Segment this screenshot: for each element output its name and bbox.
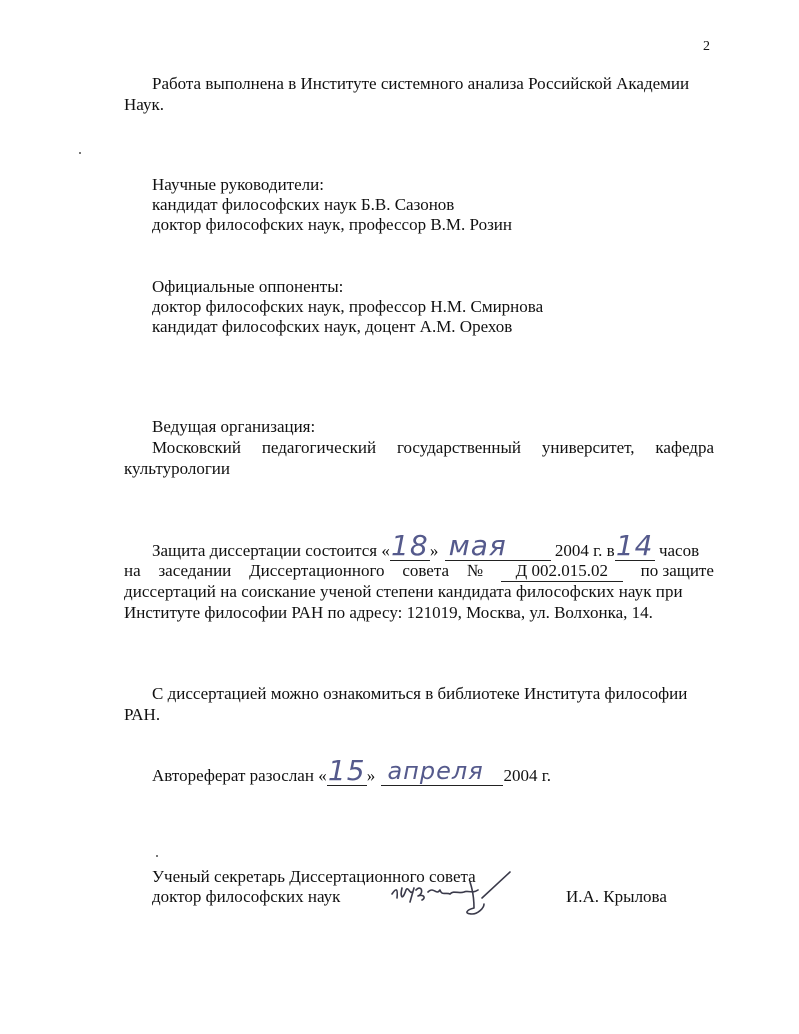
opponent-2: кандидат философских наук, доцент А.М. Орехов (152, 317, 513, 336)
secretary-title: Ученый секретарь Диссертационного совета (152, 867, 476, 886)
defense-line-3: диссертаций на соискание ученой степени кандидата философских наук при (124, 582, 683, 601)
supervisor-1: кандидат философских наук Б.В. Сазонов (152, 195, 455, 214)
lead-org-line-2: культурологии (124, 459, 230, 478)
sent-day-field (327, 754, 367, 787)
lead-org-line-1: Московский педагогический государственный университет, кафедра (152, 438, 714, 457)
secretary-degree: доктор философских наук (152, 887, 341, 906)
handwritten-sent-month: апреля (387, 757, 484, 785)
sent-month-field (381, 757, 503, 786)
council-number: Д 002.015.02 (515, 561, 609, 580)
intro-line-2: Наук. (124, 95, 164, 114)
lead-org-heading: Ведущая организация: (152, 417, 316, 436)
library-line-1: С диссертацией можно ознакомиться в библиотеке Института философии (152, 684, 688, 703)
handwritten-hour: 14 (615, 529, 654, 562)
scan-speck (156, 855, 158, 857)
opponents-heading: Официальные оппоненты: (152, 277, 344, 296)
signature-stroke (416, 888, 478, 900)
defense-line-2: на заседании Диссертационного совета № Д 002.015.02 по защите (124, 561, 714, 580)
defense-hour-field (615, 529, 655, 562)
defense-line-4: Институте философии РАН по адресу: 121019, Москва, ул. Волхонка, 14. (124, 603, 653, 622)
signature (388, 868, 514, 918)
handwritten-sent-day: 15 (327, 754, 366, 787)
secretary-name: И.А. Крылова (566, 887, 667, 906)
signature-stroke (482, 872, 510, 898)
handwritten-month: мая (448, 529, 507, 562)
page-number: 2 (703, 39, 710, 54)
sent-line: Автореферат разослан « 15 » апреля 2004 г. (152, 754, 552, 787)
library-line-2: РАН. (124, 705, 161, 724)
defense-line-1: Защита диссертации состоится « 18 » мая 2004 г. в 14 часов (152, 529, 700, 562)
intro-line-1: Работа выполнена в Институте системного анализа Российской Академии (152, 74, 690, 93)
supervisor-2: доктор философских наук, профессор В.М. Розин (152, 215, 512, 234)
defense-day-field (390, 529, 430, 562)
handwritten-day: 18 (391, 529, 429, 562)
supervisors-heading: Научные руководители: (152, 175, 324, 194)
defense-month-field (445, 529, 551, 562)
scan-speck (79, 152, 81, 154)
opponent-1: доктор философских наук, профессор Н.М. Смирнова (152, 297, 544, 316)
signature-stroke (392, 888, 414, 902)
council-number-field (501, 560, 623, 582)
